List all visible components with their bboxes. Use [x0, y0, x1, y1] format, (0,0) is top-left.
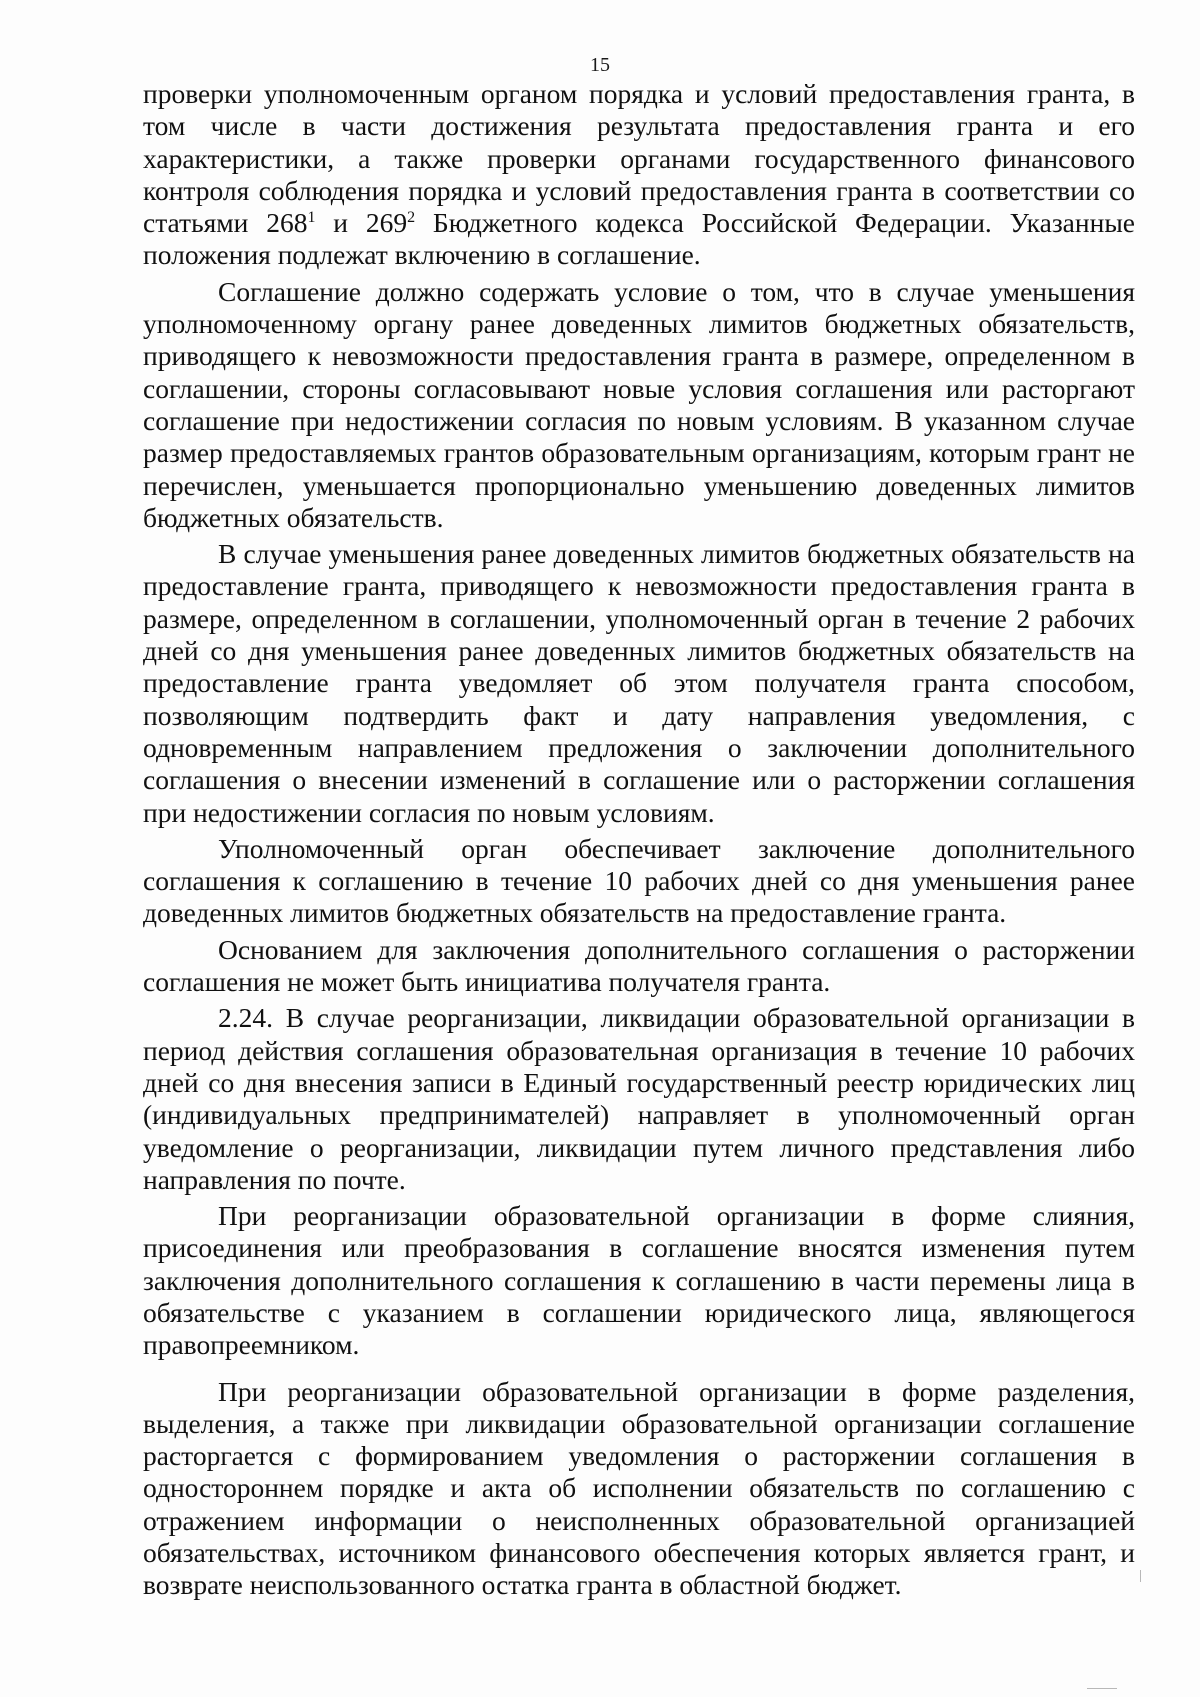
paragraph-section-2-24: 2.24. В случае реорганизации, ликвидации образовательной организации в период действия соглашения образовательная организация в течение 10 рабочих дней со дня внесения записи в Единый государственный реестр юридических лиц (индивидуальных предпринимателей) направляет в уполномоченный орган уведомление о реорганизации, ликвидации путем личного представления либо направления по почте. — [143, 1002, 1135, 1195]
superscript: 2 — [407, 209, 416, 227]
document-body — [143, 78, 1135, 1602]
scan-artifact — [1087, 1688, 1117, 1689]
scan-artifact — [1140, 1570, 1141, 1582]
page-number: 15 — [590, 54, 610, 76]
paragraph-notification: В случае уменьшения ранее доведенных лимитов бюджетных обязательств на предоставление гранта, приводящего к невозможности предоставления гранта в размере, определенном в соглашении, уполномоченный орган в течение 2 рабочих дней со дня уменьшения ранее доведенных лимитов бюджетных обязательств на предоставление гранта уведомляет об этом получателя гранта способом, позволяющим подтвердить факт и дату направления уведомления, с одновременным направлением предложения о заключении дополнительного соглашения о внесении изменений в соглашение или о расторжении соглашения при недостижении согласия по новым условиям. — [143, 538, 1135, 828]
paragraph-text: проверки уполномоченным органом порядка и условий предоставления гранта, в том числе в части достижения результата предоставления гранта и его характеристики, а также проверки органами государственного финансового контроля соблюдения порядка и условий предоставления гранта в соответствии со статьями 268 — [143, 78, 1135, 239]
paragraph-text: Бюджетного кодекса Российской Федерации. Указанные положения подлежат включению в соглашение. — [143, 207, 1135, 271]
superscript: 1 — [307, 209, 316, 227]
paragraph-limits-reduction: Соглашение должно содержать условие о том, что в случае уменьшения уполномоченному органу ранее доведенных лимитов бюджетных обязательств, приводящего к невозможности предоставления гранта в размере, определенном в соглашении, стороны согласовывают новые условия соглашения или расторгают соглашение при недостижении согласия по новым условиям. В указанном случае размер предоставляемых грантов образовательным организациям, которым грант не перечислен, уменьшается пропорционально уменьшению доведенных лимитов бюджетных обязательств. — [143, 275, 1135, 533]
paragraph-merger: При реорганизации образовательной организации в форме слияния, присоединения или преобразования в соглашение вносятся изменения путем заключения дополнительного соглашения к соглашению в части перемены лица в обязательстве с указанием в соглашении юридического лица, являющегося правопреемником. — [143, 1200, 1135, 1361]
paragraph-additional-agreement: Уполномоченный орган обеспечивает заключение дополнительного соглашения к соглашению в течение 10 рабочих дней со дня уменьшения ранее доведенных лимитов бюджетных обязательств на предоставление гранта. — [143, 832, 1135, 929]
paragraph-termination-basis: Основанием для заключения дополнительного соглашения о расторжении соглашения не может быть инициатива получателя гранта. — [143, 933, 1135, 998]
paragraph-continuation — [143, 78, 1135, 272]
paragraph-division-liquidation: При реорганизации образовательной организации в форме разделения, выделения, а также при ликвидации образовательной организации соглашение расторгается с формированием уведомления о расторжении соглашения в одностороннем порядке и акта об исполнении обязательств по соглашению с отражением информации о неисполненных образовательной организацией обязательствах, источником финансового обеспечения которых является грант, и возврате неиспользованного остатка гранта в областной бюджет. — [143, 1375, 1135, 1601]
paragraph-text: и 269 — [315, 207, 408, 239]
